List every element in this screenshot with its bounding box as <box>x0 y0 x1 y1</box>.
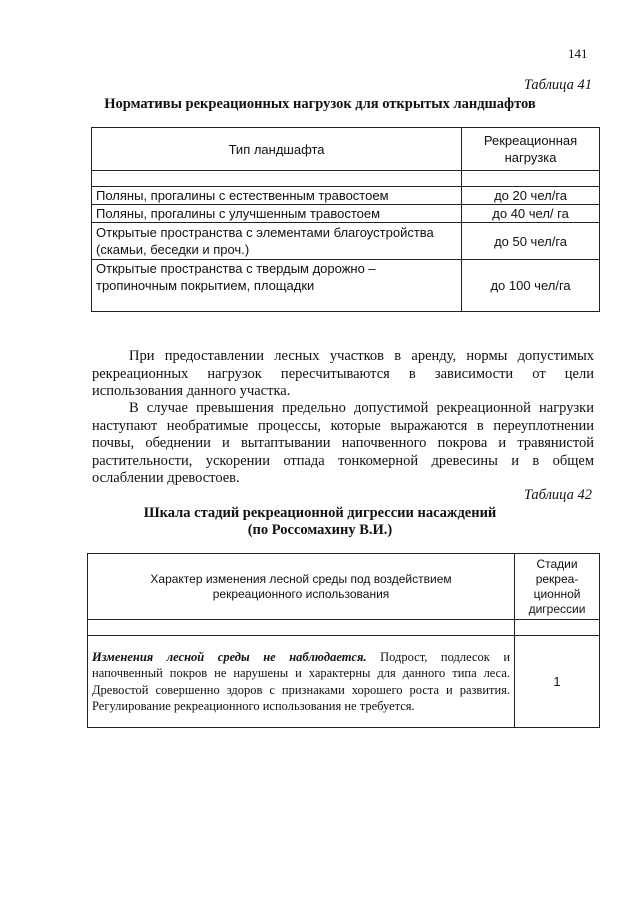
table-row <box>92 187 600 205</box>
table42-spacer-row <box>88 620 600 636</box>
table42-header-character <box>88 554 515 620</box>
table42-cell-lead: Изменения лесной среды не наблюдается. <box>92 649 367 664</box>
table41-cell-type: Открытые пространства с твердым дорожно – тропиночным покрытием, площадки <box>92 260 462 312</box>
table41-spacer-row <box>92 171 600 187</box>
table-row <box>92 260 600 312</box>
table42-title-line2: (по Россомахину В.И.) <box>247 522 393 538</box>
table41-cell-load: до 50 чел/га <box>462 223 600 260</box>
table41-cell-load: до 40 чел/ га <box>462 205 600 223</box>
paragraph: При предоставлении лесных участков в аренду, нормы допустимых рекреационных нагрузок пересчитываются в зависимости от цели использования данного участка. <box>92 348 594 399</box>
table42-header-stage <box>515 554 600 620</box>
table41-header-load <box>462 128 600 171</box>
table-row <box>92 205 600 223</box>
table41-caption: Таблица 41 <box>523 77 592 93</box>
table41-header-load-line1: Рекреационная <box>483 133 578 148</box>
table41-cell-type: Поляны, прогалины с улучшенным травостоем <box>92 205 462 223</box>
table41-title: Нормативы рекреационных нагрузок для открытых ландшафтов <box>104 96 536 112</box>
table42-header-stage-line4: дигрессии <box>528 601 586 616</box>
table42-cell-character <box>88 636 515 728</box>
paragraph: В случае превышения предельно допустимой рекреационной нагрузки наступают необратимые процессы, которые выражаются в переуплотнении почвы, обеднении и вытаптывании напочвенного покрова и травянистой растительности, ускорении отпада тонкомерной древесины и в общем ослаблении древостоев. <box>92 400 594 486</box>
table42 <box>87 553 600 728</box>
table41-cell-load: до 100 чел/га <box>462 260 600 312</box>
table42-caption: Таблица 42 <box>523 487 592 503</box>
table41-cell-type: Открытые пространства с элементами благоустройства (скамьи, беседки и проч.) <box>92 223 462 260</box>
table41-cell-load: до 20 чел/га <box>462 187 600 205</box>
table41-cell-type: Поляны, прогалины с естественным травостоем <box>92 187 462 205</box>
table42-cell-text: Подрост, подлесок и напочвенный покров не нарушены и характерны для данного типа леса. Древостой совершенно здоров с признаками хорошего роста и развития. Регулирование рекреационного использования не требуется. <box>92 649 511 713</box>
table-row <box>88 636 600 728</box>
table41-header-load-line2: нагрузка <box>504 150 557 165</box>
table42-header-stage-line1: Стадии <box>536 556 578 571</box>
table41 <box>91 127 600 312</box>
page-number: 141 <box>568 46 588 61</box>
table42-cell-stage: 1 <box>515 636 600 728</box>
table42-header-character-line2: рекреационного использования <box>212 586 390 601</box>
table42-header-stage-line3: ционной <box>533 586 581 601</box>
table-row <box>92 223 600 260</box>
table42-title-line1: Шкала стадий рекреационной дигрессии насаждений <box>143 505 497 521</box>
table41-header-type: Тип ландшафта <box>92 128 462 171</box>
table42-header-stage-line2: рекреа- <box>535 571 579 586</box>
table42-header-character-line1: Характер изменения лесной среды под воздействием <box>150 571 452 586</box>
